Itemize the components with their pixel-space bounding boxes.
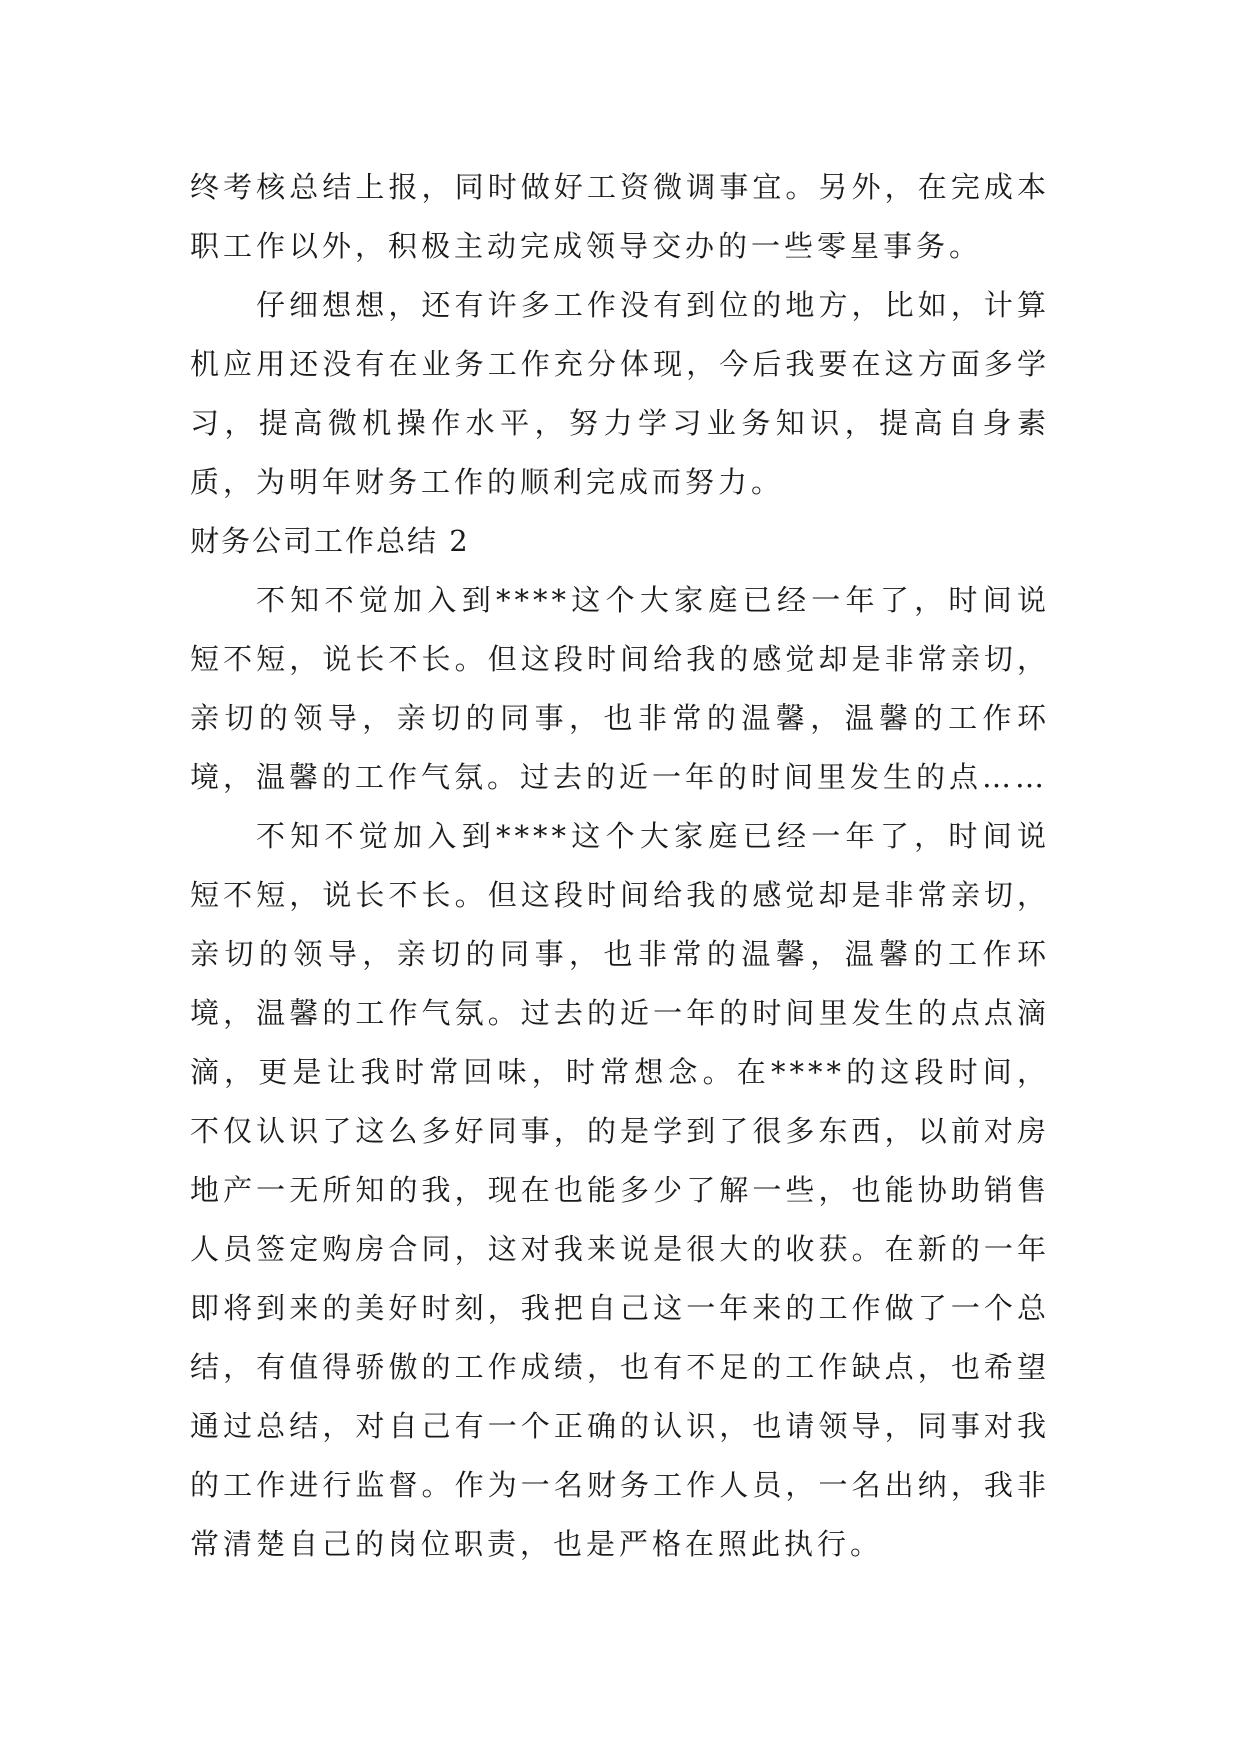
paragraph-3: 不知不觉加入到****这个大家庭已经一年了，时间说短不短，说长不长。但这段时间给我的感觉却是非常亲切，亲切的领导，亲切的同事，也非常的温馨，温馨的工作环境，温馨的工作气氛。过去的近一年的时间里发生的点……	[190, 583, 1050, 794]
document-body	[190, 158, 1050, 1574]
paragraph-1: 终考核总结上报，同时做好工资微调事宜。另外，在完成本职工作以外，积极主动完成领导交办的一些零星事务。	[190, 170, 1050, 263]
paragraph-2: 仔细想想，还有许多工作没有到位的地方，比如，计算机应用还没有在业务工作充分体现，今后我要在这方面多学习，提高微机操作水平，努力学习业务知识，提高自身素质，为明年财务工作的顺利完成而努力。	[190, 288, 1050, 499]
paragraph-4: 不知不觉加入到****这个大家庭已经一年了，时间说短不短，说长不长。但这段时间给我的感觉却是非常亲切，亲切的领导，亲切的同事，也非常的温馨，温馨的工作环境，温馨的工作气氛。过去的近一年的时间里发生的点点滴滴，更是让我时常回味，时常想念。在****的这段时间，不仅认识了这么多好同事，的是学到了很多东西，以前对房地产一无所知的我，现在也能多少了解一些，也能协助销售人员签定购房合同，这对我来说是很大的收获。在新的一年即将到来的美好时刻，我把自己这一年来的工作做了一个总结，有值得骄傲的工作成绩，也有不足的工作缺点，也希望通过总结，对自己有一个正确的认识，也请领导，同事对我的工作进行监督。作为一名财务工作人员，一名出纳，我非常清楚自己的岗位职责，也是严格在照此执行。	[190, 819, 1050, 1561]
section-heading: 财务公司工作总结 2	[190, 524, 470, 558]
